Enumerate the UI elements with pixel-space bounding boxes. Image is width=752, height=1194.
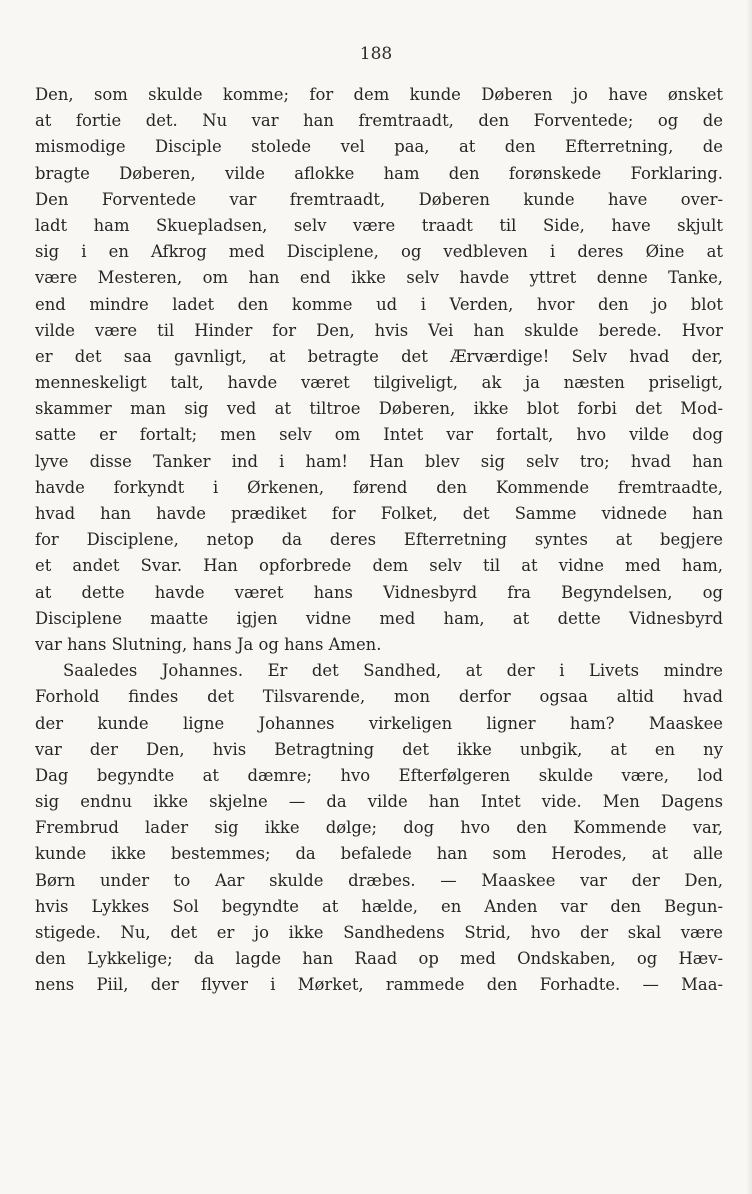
text-line: der kunde ligne Johannes virkeligen ligner ham? Maaskee bbox=[35, 713, 723, 733]
text-line: kunde ikke bestemmes; da befalede han som Herodes, at alle bbox=[35, 844, 723, 864]
text-line: var der Den, hvis Betragtning det ikke unbgik, at en ny bbox=[35, 739, 723, 759]
text-line: Disciplene maatte igjen vidne med ham, at dette Vidnesbyrd bbox=[35, 608, 723, 628]
text-line: ladt ham Skuepladsen, selv være traadt til Side, have skjult bbox=[35, 215, 723, 235]
text-line: lyve disse Tanker ind i ham! Han blev sig selv tro; hvad han bbox=[35, 451, 723, 471]
text-line: den Lykkelige; da lagde han Raad op med Ondskaben, og Hæv- bbox=[35, 949, 723, 969]
text-line: stigede. Nu, det er jo ikke Sandhedens Strid, hvo der skal være bbox=[35, 923, 723, 942]
text-line: satte er fortalt; men selv om Intet var fortalt, hvo vilde dog bbox=[35, 425, 723, 445]
text-line: for Disciplene, netop da deres Efterretning syntes at begjere bbox=[35, 530, 723, 550]
text-line: vilde være til Hinder for Den, hvis Vei han skulde berede. Hvor bbox=[35, 320, 723, 340]
body-text bbox=[35, 82, 723, 999]
text-line: Børn under to Aar skulde dræbes. — Maaskee var der Den, bbox=[35, 870, 723, 890]
text-line: Dag begyndte at dæmre; hvo Efterfølgeren skulde være, lod bbox=[35, 765, 723, 785]
text-line: hvis Lykkes Sol begyndte at hælde, en Anden var den Begun- bbox=[35, 896, 723, 916]
text-line: nens Piil, der flyver i Mørket, rammede den Forhadte. — Maa- bbox=[35, 975, 723, 995]
text-line: hvad han havde prædiket for Folket, det Samme vidnede han bbox=[35, 504, 723, 523]
page-number: 188 bbox=[359, 44, 393, 64]
text-line: havde forkyndt i Ørkenen, førend den Kommende fremtraadte, bbox=[35, 477, 723, 497]
text-line: end mindre ladet den komme ud i Verden, hvor den jo blot bbox=[35, 294, 723, 314]
text-line: Frembrud lader sig ikke dølge; dog hvo den Kommende var, bbox=[35, 818, 723, 838]
text-line: bragte Døberen, vilde aflokke ham den forønskede Forklaring. bbox=[35, 163, 723, 183]
text-line: sig endnu ikke skjelne — da vilde han Intet vide. Men Dagens bbox=[35, 792, 723, 812]
text-line: var hans Slutning, hans Ja og hans Amen. bbox=[35, 634, 382, 654]
text-line: menneskeligt talt, havde været tilgiveligt, ak ja næsten priseligt, bbox=[35, 373, 723, 393]
text-line: et andet Svar. Han opforbrede dem selv til at vidne med ham, bbox=[35, 556, 723, 576]
text-line: at fortie det. Nu var han fremtraadt, den Forventede; og de bbox=[35, 111, 723, 131]
text-line: Den Forventede var fremtraadt, Døberen kunde have over- bbox=[35, 189, 723, 209]
text-line: skammer man sig ved at tiltroe Døberen, ikke blot forbi det Mod- bbox=[35, 399, 723, 419]
text-line: sig i en Afkrog med Disciplene, og vedbleven i deres Øine at bbox=[35, 242, 723, 262]
text-line: mismodige Disciple stolede vel paa, at den Efterretning, de bbox=[35, 137, 723, 157]
text-line: at dette havde været hans Vidnesbyrd fra Begyndelsen, og bbox=[35, 582, 723, 602]
text-line: Saaledes Johannes. Er det Sandhed, at der i Livets mindre bbox=[63, 661, 723, 681]
text-line: Den, som skulde komme; for dem kunde Døberen jo have ønsket bbox=[35, 85, 723, 104]
text-line: er det saa gavnligt, at betragte det Ærværdige! Selv hvad der, bbox=[35, 346, 723, 366]
text-line: være Mesteren, om han end ikke selv havde yttret denne Tanke, bbox=[35, 268, 723, 288]
page-edge-shadow bbox=[746, 0, 752, 1194]
text-line: Forhold findes det Tilsvarende, mon derfor ogsaa altid hvad bbox=[35, 687, 723, 707]
